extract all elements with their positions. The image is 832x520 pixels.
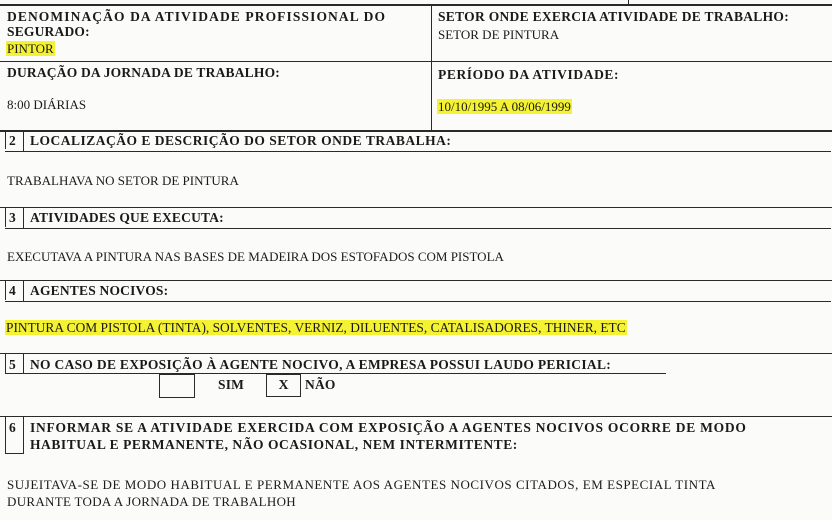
- section-5-number-box-left: [5, 353, 6, 373]
- section-6-title-line2: HABITUAL E PERMANENTE, NÃO OCASIONAL, NEM INTERMITENTE:: [30, 437, 518, 452]
- section-6-title-line1: INFORMAR SE A ATIVIDADE EXERCIDA COM EXPOSIÇÃO A AGENTES NOCIVOS OCORRE DE MODO: [30, 420, 747, 435]
- section-6-number-box-right: [23, 416, 24, 454]
- row-divider-2: [0, 130, 832, 132]
- section-2-number-box-right: [23, 130, 24, 151]
- section-2-number: 2: [9, 133, 16, 148]
- section-4-content: PINTURA COM PISTOLA (TINTA), SOLVENTES, VERNIZ, DILUENTES, CATALISADORES, THINER, ETC: [6, 320, 626, 335]
- periodo-value: 10/10/1995 A 08/06/1999: [438, 99, 571, 114]
- nao-checkbox[interactable]: [266, 374, 301, 397]
- section-2-number-box-left: [5, 130, 6, 149]
- nao-checkbox-mark: X: [278, 378, 289, 393]
- section-divider-6: [0, 416, 832, 417]
- section-6-content-line2: DURANTE TODA A JORNADA DE TRABALHOH: [7, 494, 296, 509]
- denominacao-label-line1: DENOMINAÇÃO DA ATIVIDADE PROFISSIONAL DO: [7, 9, 387, 24]
- top-border: [0, 4, 832, 6]
- section-4-number-box-left: [5, 280, 6, 300]
- section-3-number-box-right: [23, 207, 24, 229]
- section-divider-4: [0, 280, 832, 281]
- sim-label: SIM: [218, 377, 245, 392]
- section-divider-5: [0, 353, 832, 354]
- section-2-content: TRABALHAVA NO SETOR DE PINTURA: [7, 173, 239, 188]
- section-6-number-box-left: [5, 416, 6, 454]
- header-divider-vertical: [431, 4, 432, 130]
- section-6-content-line1: SUJEITAVA-SE DE MODO HABITUAL E PERMANENTE AOS AGENTES NOCIVOS CITADOS, EM ESPECIAL TINTA: [7, 477, 716, 492]
- nao-label: NÃO: [305, 377, 336, 392]
- section-5-title: NO CASO DE EXPOSIÇÃO À AGENTE NOCIVO, A EMPRESA POSSUI LAUDO PERICIAL:: [30, 357, 612, 372]
- section-2-title-underline: [5, 151, 831, 152]
- section-4-number-box-right: [23, 280, 24, 302]
- section-5-title-underline: [5, 373, 666, 374]
- section-5-number: 5: [9, 357, 16, 372]
- section-3-content: EXECUTAVA A PINTURA NAS BASES DE MADEIRA DOS ESTOFADOS COM PISTOLA: [7, 249, 504, 264]
- row-divider-1: [0, 61, 832, 62]
- section-3-title: ATIVIDADES QUE EXECUTA:: [30, 210, 224, 225]
- section-4-number: 4: [9, 283, 16, 298]
- section-6-number: 6: [9, 420, 16, 435]
- section-5-number-box-right: [23, 353, 24, 374]
- sim-checkbox[interactable]: [159, 374, 195, 398]
- section-4-title: AGENTES NOCIVOS:: [30, 283, 169, 298]
- periodo-label: PERÍODO DA ATIVIDADE:: [438, 67, 620, 82]
- duracao-value: 8:00 DIÁRIAS: [7, 97, 87, 112]
- section-divider-3: [0, 207, 832, 208]
- denominacao-value: PINTOR: [7, 41, 54, 56]
- section-4-title-underline: [5, 301, 831, 302]
- section-2-title: LOCALIZAÇÃO E DESCRIÇÃO DO SETOR ONDE TRABALHA:: [30, 133, 452, 148]
- denominacao-label-line2: SEGURADO:: [7, 24, 90, 39]
- setor-value: SETOR DE PINTURA: [438, 27, 560, 42]
- top-right-tick: [628, 0, 629, 5]
- duracao-label: DURAÇÃO DA JORNADA DE TRABALHO:: [7, 65, 280, 80]
- section-6-number-box-bottom: [5, 453, 24, 454]
- section-3-title-underline: [5, 228, 831, 229]
- section-3-number: 3: [9, 210, 16, 225]
- section-3-number-box-left: [5, 207, 6, 227]
- setor-label: SETOR ONDE EXERCIA ATIVIDADE DE TRABALHO:: [438, 9, 789, 24]
